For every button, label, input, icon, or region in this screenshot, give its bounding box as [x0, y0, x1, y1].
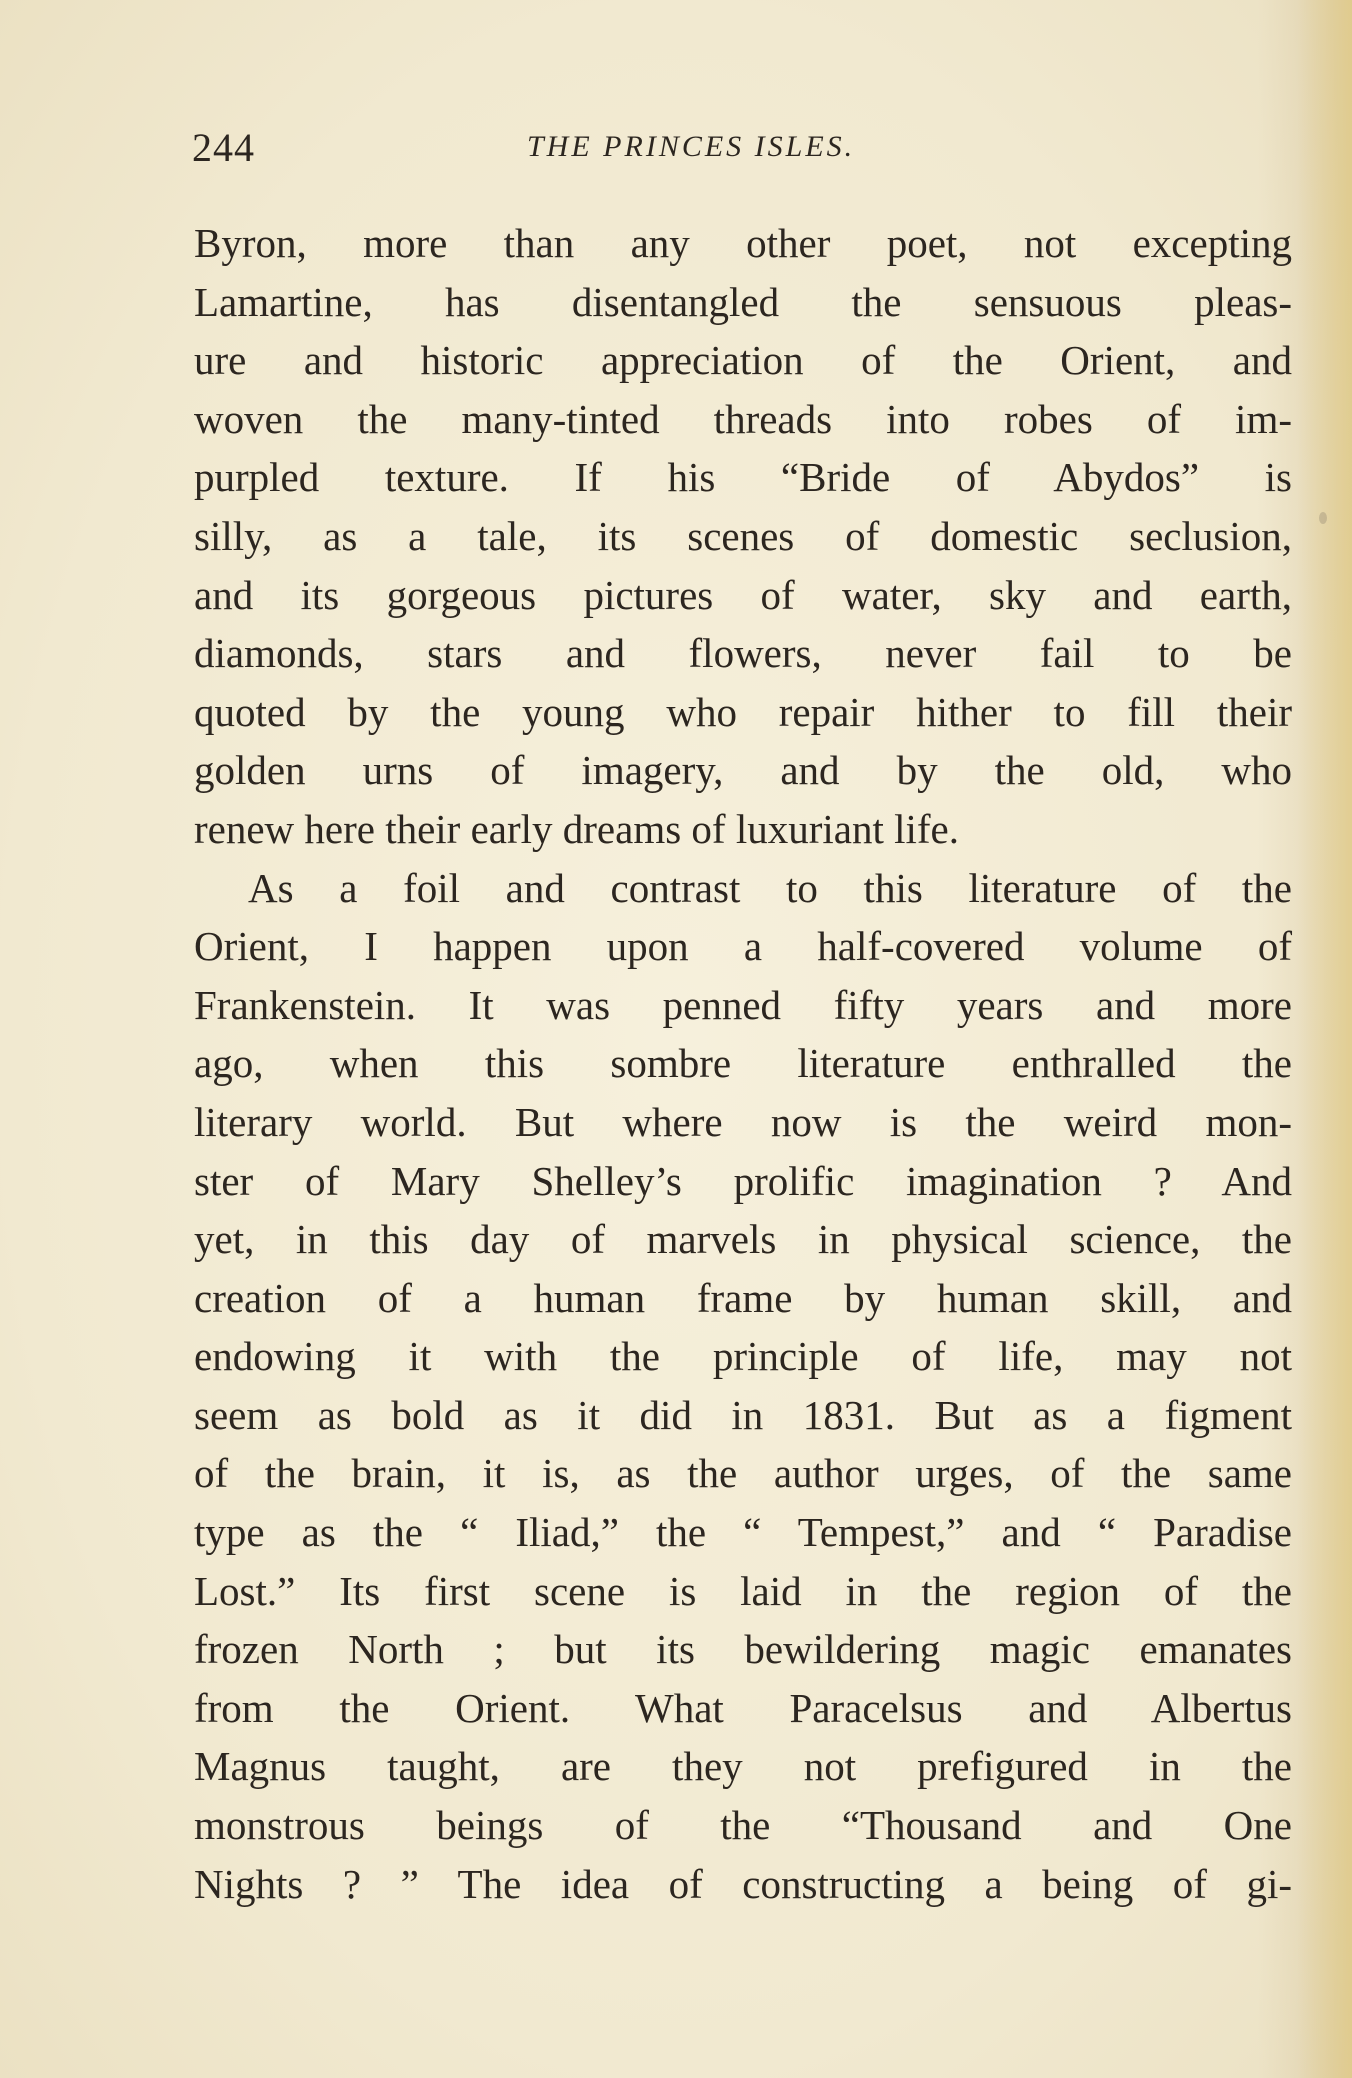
text-line: literary world. But where now is the weird mon-: [194, 1098, 1292, 1145]
text-line: yet, in this day of marvels in physical science, the: [194, 1216, 1292, 1263]
text-line: frozen North ; but its bewildering magic emanates: [194, 1626, 1292, 1673]
text-line: As a foil and contrast to this literature of the: [248, 864, 1292, 911]
text-line: monstrous beings of the “Thousand and One: [194, 1802, 1292, 1849]
text-line: Magnus taught, are they not prefigured in the: [194, 1743, 1292, 1790]
paper-speck: [1319, 512, 1327, 524]
text-line: silly, as a tale, its scenes of domestic seclusion,: [194, 512, 1292, 559]
text-line: diamonds, stars and flowers, never fail to be: [194, 630, 1292, 677]
body-text: [194, 214, 1292, 1913]
text-line: creation of a human frame by human skill, and: [194, 1274, 1292, 1321]
text-line: renew here their early dreams of luxuriant life.: [194, 805, 959, 852]
page-number: 244: [192, 125, 255, 170]
text-line: Nights ? ” The idea of constructing a being of gi-: [194, 1860, 1292, 1907]
text-line: from the Orient. What Paracelsus and Albertus: [194, 1684, 1292, 1731]
text-line: ster of Mary Shelley’s prolific imagination ? And: [194, 1157, 1292, 1204]
text-line: purpled texture. If his “Bride of Abydos” is: [194, 454, 1292, 501]
page-edge-shading: [1297, 0, 1352, 2078]
page-header: [192, 124, 1292, 184]
text-line: type as the “ Iliad,” the “ Tempest,” and “ Paradise: [194, 1509, 1292, 1556]
text-line: endowing it with the principle of life, may not: [194, 1333, 1292, 1380]
running-title: THE PRINCES ISLES.: [527, 130, 856, 163]
text-line: Lamartine, has disentangled the sensuous pleas-: [194, 278, 1292, 325]
text-line: Orient, I happen upon a half-covered volume of: [194, 923, 1292, 970]
text-line: ago, when this sombre literature enthralled the: [194, 1040, 1292, 1087]
text-line: Frankenstein. It was penned fifty years and more: [194, 981, 1292, 1028]
text-line: quoted by the young who repair hither to fill their: [194, 688, 1292, 735]
text-line: and its gorgeous pictures of water, sky and earth,: [194, 571, 1292, 618]
text-line: Byron, more than any other poet, not excepting: [194, 220, 1292, 266]
text-line: of the brain, it is, as the author urges, of the same: [194, 1450, 1292, 1497]
text-line: seem as bold as it did in 1831. But as a figment: [194, 1391, 1292, 1438]
text-line: golden urns of imagery, and by the old, who: [194, 747, 1292, 794]
text-line: ure and historic appreciation of the Orient, and: [194, 337, 1292, 384]
text-line: Lost.” Its first scene is laid in the region of the: [194, 1567, 1292, 1614]
text-line: woven the many-tinted threads into robes of im-: [194, 395, 1292, 442]
